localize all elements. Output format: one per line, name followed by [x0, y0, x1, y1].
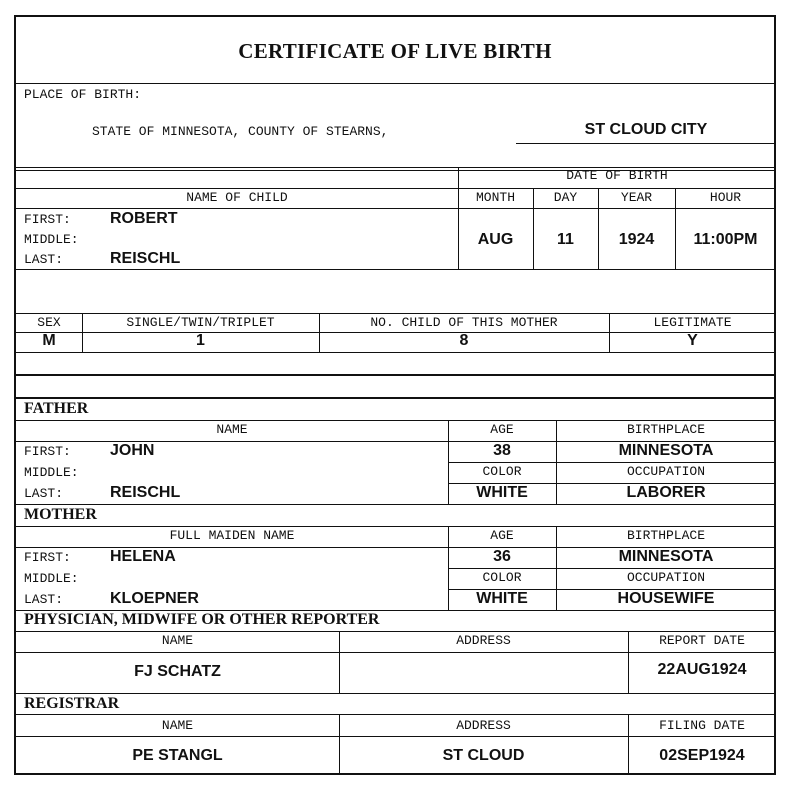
- mother-name-header: FULL MAIDEN NAME: [169, 528, 295, 543]
- divider: [16, 631, 774, 632]
- city-underline: [516, 143, 776, 144]
- divider: [16, 736, 774, 737]
- sex-label: SEX: [37, 315, 61, 330]
- registrar-address: ST CLOUD: [442, 747, 525, 764]
- birth-day: 11: [557, 231, 574, 248]
- birth-certificate: [14, 15, 776, 775]
- name-of-child-header: NAME OF CHILD: [186, 190, 288, 205]
- divider: [16, 83, 774, 84]
- month-label: MONTH: [475, 190, 515, 205]
- day-label: DAY: [553, 190, 578, 205]
- birth-hour: 11:00PM: [693, 231, 758, 248]
- mother-age-label: AGE: [490, 528, 514, 543]
- mother-section-title: MOTHER: [24, 506, 97, 523]
- sex-value: M: [42, 332, 56, 349]
- report-date-label: REPORT DATE: [659, 633, 745, 648]
- registrar-name-label: NAME: [161, 718, 194, 733]
- date-of-birth-label: DATE OF BIRTH: [566, 168, 668, 183]
- divider: [339, 714, 340, 775]
- divider: [16, 693, 774, 694]
- father-section-title: FATHER: [24, 400, 89, 417]
- child-last-name: REISCHL: [110, 250, 181, 267]
- father-age-label: AGE: [490, 422, 514, 437]
- child-first-label: FIRST:: [24, 212, 71, 227]
- mother-middle-label: MIDDLE:: [24, 571, 79, 586]
- child-first-name: ROBERT: [110, 210, 178, 227]
- father-occupation: LABORER: [626, 484, 706, 501]
- registrar-name: PE STANGL: [132, 747, 223, 764]
- father-age: 38: [493, 442, 511, 459]
- legitimate-label: LEGITIMATE: [653, 315, 732, 330]
- divider: [448, 462, 774, 463]
- child-last-label: LAST:: [24, 252, 64, 267]
- birth-year: 1924: [618, 231, 655, 248]
- place-of-birth-city: ST CLOUD CITY: [584, 121, 708, 138]
- mother-age: 36: [493, 548, 511, 565]
- mother-occupation: HOUSEWIFE: [617, 590, 715, 607]
- divider: [16, 352, 774, 353]
- plurality-value: 1: [196, 332, 205, 349]
- divider: [628, 714, 629, 775]
- divider: [598, 188, 599, 269]
- child-number-value: 8: [459, 332, 469, 349]
- father-color-label: COLOR: [482, 464, 522, 479]
- mother-birthplace: MINNESOTA: [618, 548, 714, 565]
- father-name-header: NAME: [216, 422, 248, 437]
- divider: [16, 526, 774, 527]
- filing-date-label: FILING DATE: [659, 718, 745, 733]
- divider: [16, 714, 774, 715]
- mother-occupation-label: OCCUPATION: [626, 570, 705, 585]
- mother-color: WHITE: [476, 590, 528, 607]
- father-birthplace: MINNESOTA: [618, 442, 714, 459]
- report-date: 22AUG1924: [657, 661, 747, 678]
- father-last-label: LAST:: [24, 486, 64, 501]
- registrar-section-title: REGISTRAR: [24, 695, 120, 712]
- child-middle-label: MIDDLE:: [24, 232, 79, 247]
- registrar-address-label: ADDRESS: [456, 718, 511, 733]
- mother-first-label: FIRST:: [24, 550, 71, 565]
- mother-birthplace-label: BIRTHPLACE: [626, 528, 705, 543]
- father-last-name: REISCHL: [110, 484, 181, 501]
- father-birthplace-label: BIRTHPLACE: [626, 422, 705, 437]
- father-occupation-label: OCCUPATION: [626, 464, 705, 479]
- divider: [16, 652, 774, 653]
- divider: [16, 420, 774, 421]
- mother-color-label: COLOR: [482, 570, 522, 585]
- physician-section-title: PHYSICIAN, MIDWIFE OR OTHER REPORTER: [24, 611, 380, 628]
- certificate-title: CERTIFICATE OF LIVE BIRTH: [238, 39, 552, 63]
- plurality-label: SINGLE/TWIN/TRIPLET: [126, 315, 275, 330]
- divider: [16, 374, 774, 376]
- physician-address-label: ADDRESS: [456, 633, 511, 648]
- divider: [16, 188, 774, 189]
- divider: [16, 397, 774, 399]
- hour-label: HOUR: [709, 190, 742, 205]
- child-number-label: NO. CHILD OF THIS MOTHER: [370, 315, 558, 330]
- father-first-label: FIRST:: [24, 444, 71, 459]
- filing-date: 02SEP1924: [659, 747, 745, 764]
- divider: [533, 188, 534, 269]
- place-of-birth-state-county: STATE OF MINNESOTA, COUNTY OF STEARNS,: [92, 124, 389, 139]
- divider: [16, 269, 774, 270]
- divider: [16, 208, 774, 209]
- divider: [16, 313, 774, 314]
- physician-name: FJ SCHATZ: [134, 663, 221, 680]
- place-of-birth-label: PLACE OF BIRTH:: [24, 87, 142, 102]
- divider: [458, 167, 459, 269]
- mother-last-label: LAST:: [24, 592, 64, 607]
- physician-name-label: NAME: [161, 633, 194, 648]
- birth-month: AUG: [477, 231, 514, 248]
- father-first-name: JOHN: [110, 442, 155, 459]
- divider: [675, 188, 676, 269]
- year-label: YEAR: [620, 190, 653, 205]
- divider: [339, 631, 340, 693]
- father-color: WHITE: [476, 484, 528, 501]
- mother-last-name: KLOEPNER: [110, 590, 199, 607]
- father-middle-label: MIDDLE:: [24, 465, 79, 480]
- mother-first-name: HELENA: [110, 548, 176, 565]
- divider: [448, 568, 774, 569]
- divider: [16, 504, 774, 505]
- legitimate-value: Y: [687, 332, 698, 349]
